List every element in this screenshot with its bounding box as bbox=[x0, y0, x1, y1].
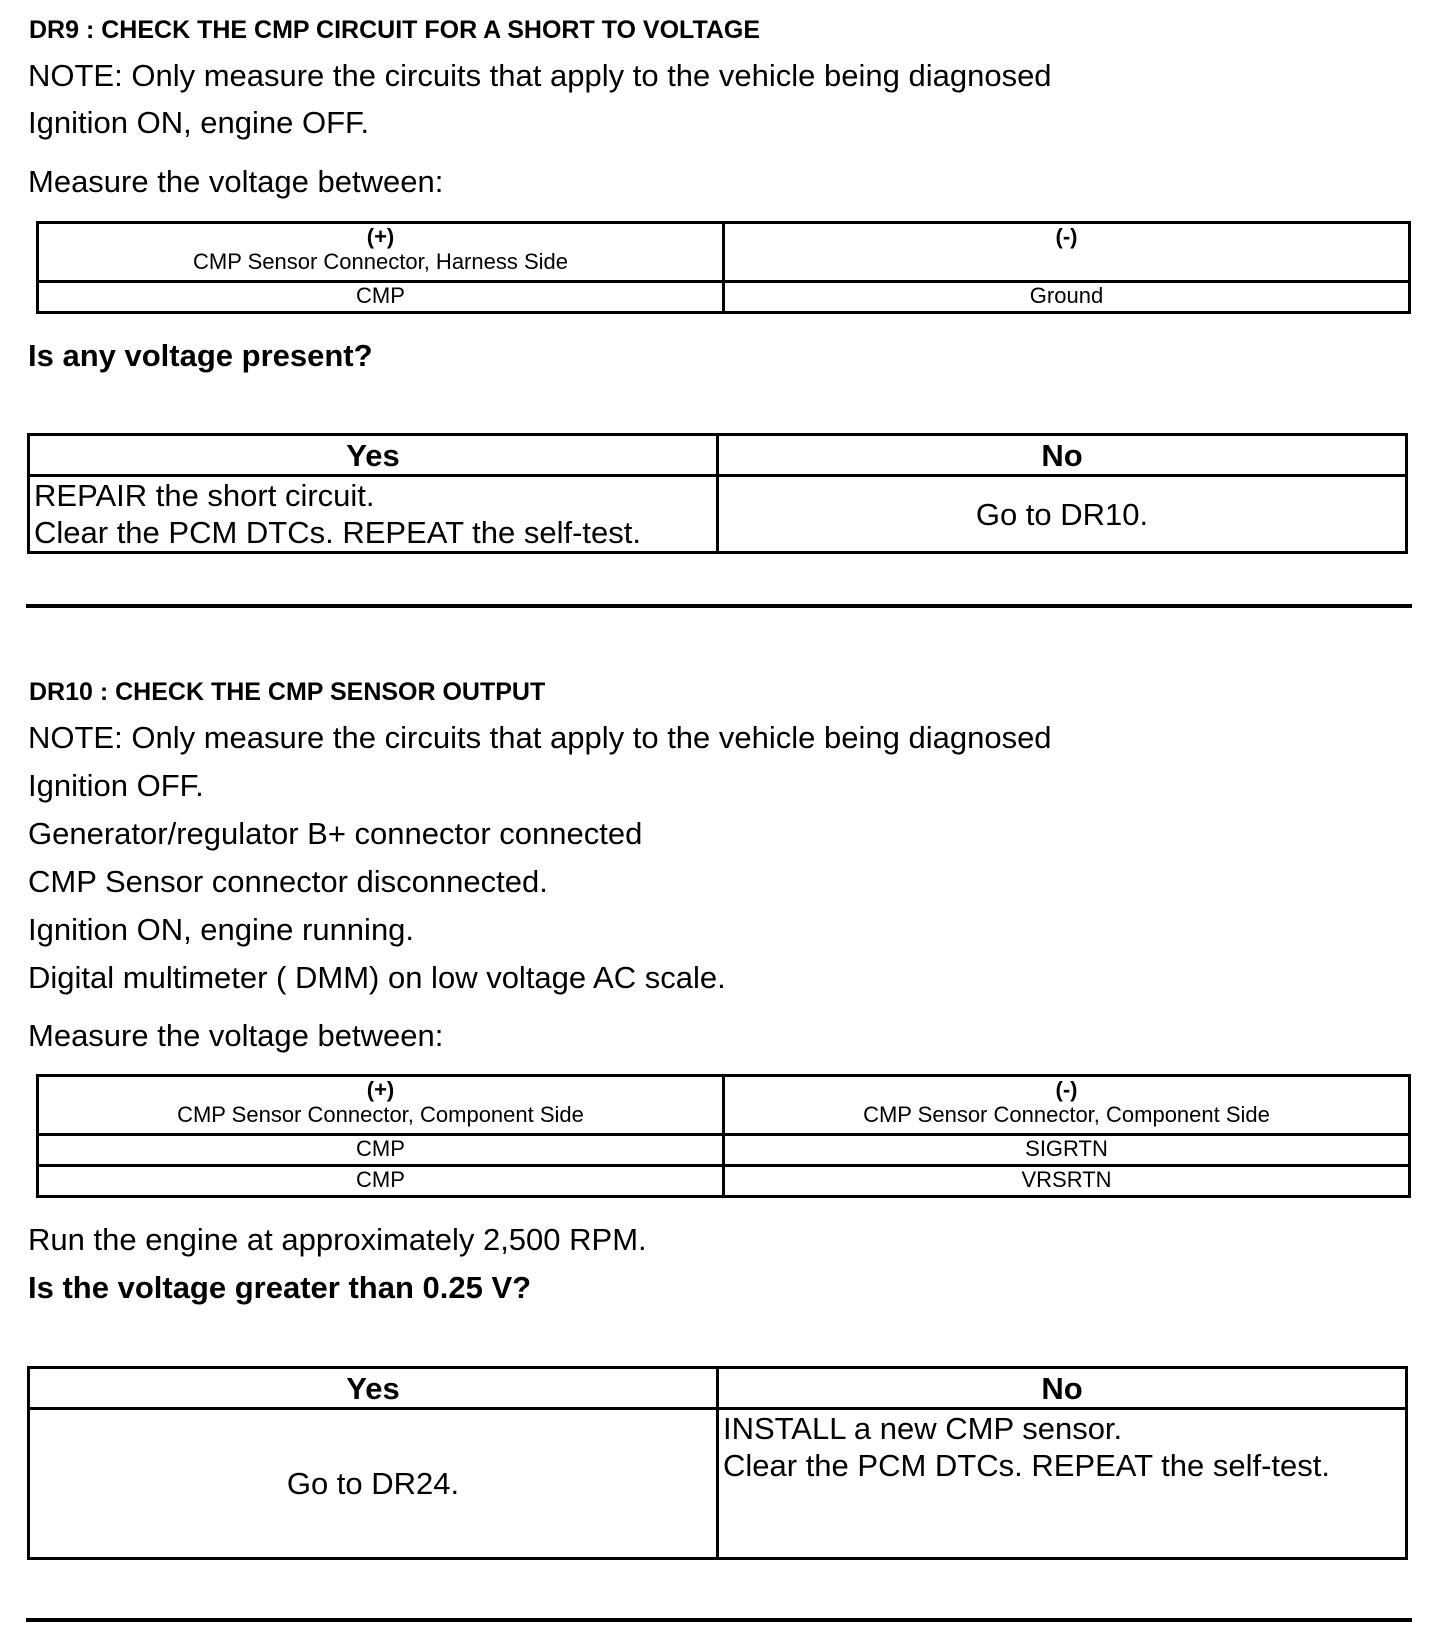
dr9-ignition-line: Ignition ON, engine OFF. bbox=[28, 105, 370, 140]
dr10-result-header-row bbox=[29, 1368, 1407, 1409]
dr9-title: DR9 : CHECK THE CMP CIRCUIT FOR A SHORT TO VOLTAGE bbox=[29, 16, 761, 44]
table-row bbox=[29, 1409, 1407, 1559]
dr10-pos-header-cell bbox=[38, 1076, 724, 1135]
dr9-result-table bbox=[27, 433, 1408, 554]
dr9-yes-header: Yes bbox=[29, 435, 718, 476]
dr9-pos-header: (+) bbox=[366, 224, 395, 249]
dr10-measure-table bbox=[36, 1074, 1411, 1198]
dr10-row1-neg: SIGRTN bbox=[724, 1135, 1410, 1166]
dr9-measure-header-row bbox=[38, 223, 1410, 282]
dr10-no-line-1: INSTALL a new CMP sensor. bbox=[723, 1411, 1123, 1446]
dr9-row1-neg: Ground bbox=[724, 282, 1410, 313]
dr9-yes-line-2: Clear the PCM DTCs. REPEAT the self-test. bbox=[34, 515, 641, 550]
dr9-pos-sub: CMP Sensor Connector, Harness Side bbox=[193, 249, 568, 274]
dr10-generator-line: Generator/regulator B+ connector connected bbox=[28, 816, 643, 851]
dr9-neg-header-cell bbox=[724, 223, 1410, 282]
dr10-title: DR10 : CHECK THE CMP SENSOR OUTPUT bbox=[29, 678, 546, 706]
dr10-neg-header: (-) bbox=[1055, 1077, 1078, 1102]
dr10-ignition-off-line: Ignition OFF. bbox=[28, 768, 204, 803]
dr10-result-table bbox=[27, 1366, 1408, 1560]
dr10-measure-line: Measure the voltage between: bbox=[28, 1018, 444, 1053]
dr10-cmp-disconnected-line: CMP Sensor connector disconnected. bbox=[28, 864, 548, 899]
dr9-yes-cell bbox=[29, 476, 718, 553]
dr9-no-header: No bbox=[718, 435, 1407, 476]
dr9-neg-header: (-) bbox=[1055, 224, 1078, 249]
dr10-no-line-2: Clear the PCM DTCs. REPEAT the self-test. bbox=[723, 1448, 1330, 1483]
dr9-note: NOTE: Only measure the circuits that apply to the vehicle being diagnosed bbox=[28, 58, 1052, 93]
table-row bbox=[38, 1135, 1410, 1166]
dr10-neg-header-cell bbox=[724, 1076, 1410, 1135]
dr10-pos-header: (+) bbox=[366, 1077, 395, 1102]
dr10-yes-header: Yes bbox=[29, 1368, 718, 1409]
dr9-pos-header-cell bbox=[38, 223, 724, 282]
dr10-row2-neg: VRSRTN bbox=[724, 1166, 1410, 1197]
dr9-question: Is any voltage present? bbox=[28, 338, 373, 373]
dr10-run-line: Run the engine at approximately 2,500 RPM. bbox=[28, 1222, 647, 1257]
dr9-measure-table bbox=[36, 221, 1411, 314]
dr9-measure-line: Measure the voltage between: bbox=[28, 164, 444, 199]
dr10-yes-cell: Go to DR24. bbox=[29, 1409, 718, 1559]
dr10-pos-sub: CMP Sensor Connector, Component Side bbox=[177, 1102, 584, 1127]
section-divider bbox=[26, 604, 1412, 608]
dr9-row1-pos: CMP bbox=[38, 282, 724, 313]
table-row bbox=[38, 1166, 1410, 1197]
dr10-measure-header-row bbox=[38, 1076, 1410, 1135]
dr10-no-header: No bbox=[718, 1368, 1407, 1409]
dr10-ignition-on-line: Ignition ON, engine running. bbox=[28, 912, 415, 947]
dr10-row1-pos: CMP bbox=[38, 1135, 724, 1166]
section-divider bbox=[26, 1618, 1412, 1622]
dr10-dmm-line: Digital multimeter ( DMM) on low voltage AC scale. bbox=[28, 960, 726, 995]
dr10-note: NOTE: Only measure the circuits that apply to the vehicle being diagnosed bbox=[28, 720, 1052, 755]
table-row bbox=[38, 282, 1410, 313]
dr10-neg-sub: CMP Sensor Connector, Component Side bbox=[863, 1102, 1270, 1127]
dr9-yes-line-1: REPAIR the short circuit. bbox=[34, 478, 375, 513]
dr10-question: Is the voltage greater than 0.25 V? bbox=[28, 1270, 532, 1305]
table-row bbox=[29, 476, 1407, 553]
dr9-result-header-row bbox=[29, 435, 1407, 476]
dr10-no-cell bbox=[718, 1409, 1407, 1559]
dr10-row2-pos: CMP bbox=[38, 1166, 724, 1197]
dr9-no-cell: Go to DR10. bbox=[718, 476, 1407, 553]
